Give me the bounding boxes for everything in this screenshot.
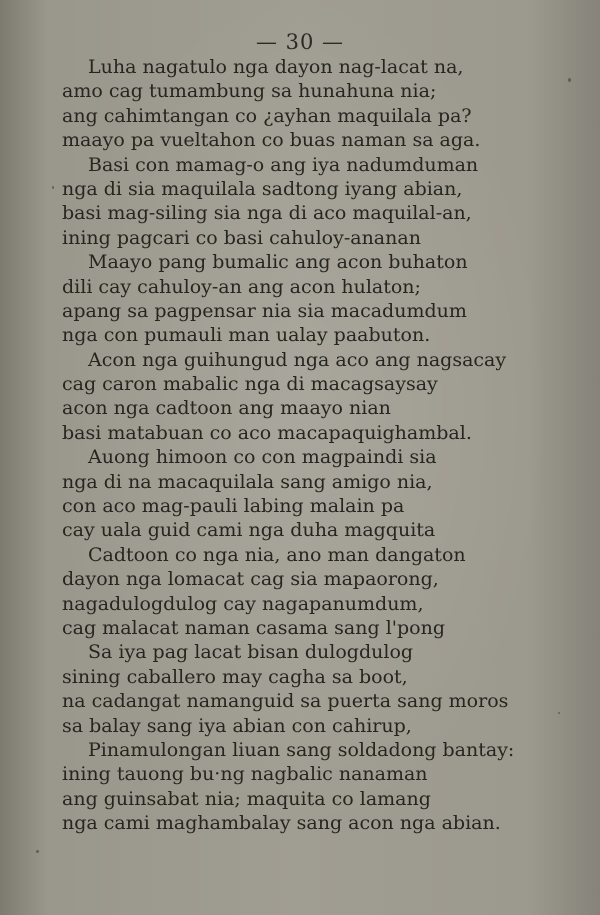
verse-line: apang sa pagpensar nia sia macadumdum — [62, 299, 467, 322]
verse-line: sining caballero may cagha sa boot, — [62, 665, 408, 688]
stanza — [62, 445, 542, 543]
verse-line: Auong himoon co con magpaindi sia — [88, 446, 437, 469]
verse-line: basi mag-siling sia nga di aco maquilal-an, — [62, 202, 472, 225]
verse-line: nga di na macaquilala sang amigo nia, — [62, 470, 433, 493]
verse-line: Pinamulongan liuan sang soldadong bantay: — [88, 738, 515, 761]
verse-line: ining tauong bu·ng nagbalic nanaman — [62, 763, 428, 786]
page-number: — 30 — — [255, 30, 345, 54]
poem-text — [62, 55, 542, 836]
verse-line: nagadulogdulog cay nagapanumdum, — [62, 592, 424, 615]
paper-speck — [36, 850, 39, 853]
verse-line: nga con pumauli man ualay paabuton. — [62, 324, 431, 347]
verse-line: na cadangat namanguid sa puerta sang moros — [62, 690, 509, 713]
stanza — [62, 153, 542, 251]
verse-line: Acon nga guihungud nga aco ang nagsacay — [88, 348, 507, 371]
verse-line: nga cami maghambalay sang acon nga abian. — [62, 812, 501, 835]
verse-line: maayo pa vueltahon co buas naman sa aga. — [62, 129, 481, 152]
verse-line: nga di sia maquilala sadtong iyang abian, — [62, 177, 463, 200]
verse-line: cag caron mabalic nga di macagsaysay — [62, 373, 438, 396]
paper-speck — [558, 712, 560, 714]
stanza — [62, 543, 542, 641]
verse-line: basi matabuan co aco macapaquighambal. — [62, 421, 472, 444]
verse-line: dayon nga lomacat cag sia mapaorong, — [62, 568, 439, 591]
verse-line: dili cay cahuloy-an ang acon hulaton; — [62, 275, 421, 298]
verse-line: Basi con mamag-o ang iya nadumduman — [88, 153, 479, 176]
verse-line: cag malacat naman casama sang l'pong — [62, 616, 445, 639]
verse-line: Maayo pang bumalic ang acon buhaton — [88, 251, 468, 274]
verse-line: Luha nagatulo nga dayon nag-lacat na, — [88, 56, 464, 78]
verse-line: Sa iya pag lacat bisan dulogdulog — [88, 641, 414, 664]
verse-line: sa balay sang iya abian con cahirup, — [62, 714, 412, 737]
verse-line: Cadtoon co nga nia, ano man dangaton — [88, 543, 466, 566]
stanza — [62, 738, 542, 836]
verse-line: ang cahimtangan co ¿ayhan maquilala pa? — [62, 104, 472, 127]
verse-line: ining pagcari co basi cahuloy-ananan — [62, 226, 421, 249]
stanza — [62, 250, 542, 348]
paper-speck — [52, 186, 54, 189]
verse-line: acon nga cadtoon ang maayo nian — [62, 397, 391, 420]
verse-line: con aco mag-pauli labing malain pa — [62, 495, 405, 518]
stanza — [62, 55, 542, 153]
stanza — [62, 640, 542, 738]
verse-line: amo cag tumambung sa hunahuna nia; — [62, 80, 437, 103]
verse-line: cay uala guid cami nga duha magquita — [62, 519, 436, 542]
verse-line: ang guinsabat nia; maquita co lamang — [62, 787, 431, 810]
stanza — [62, 348, 542, 446]
paper-speck — [568, 78, 571, 82]
